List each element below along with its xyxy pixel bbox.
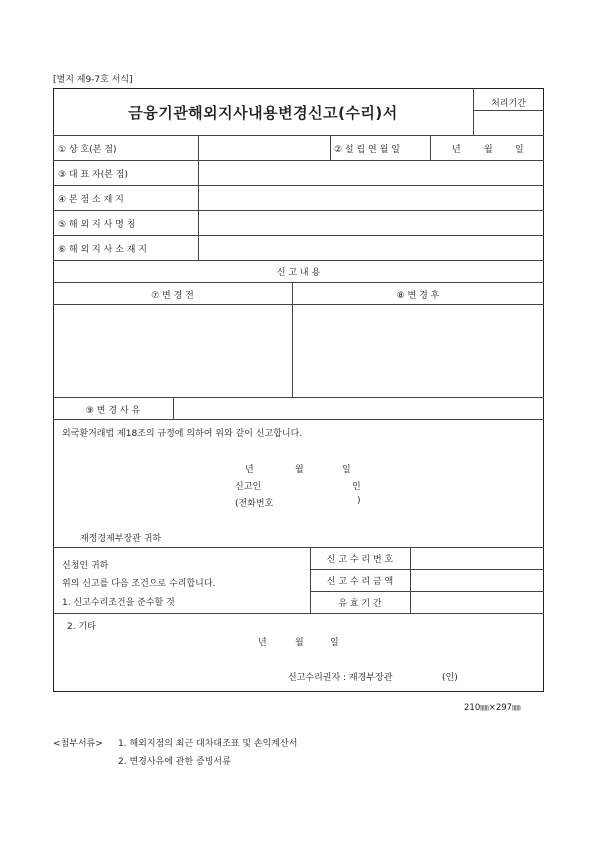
change-reason-field[interactable] <box>174 398 543 418</box>
condition-2: 2. 기타 <box>67 622 96 632</box>
representative-field[interactable] <box>199 161 543 184</box>
acceptance-month: 월 <box>295 638 304 648</box>
est-divider <box>430 135 431 160</box>
validity-field[interactable] <box>411 592 543 612</box>
form-title: 금융기관해외지사내용변경신고(수리)서 <box>128 104 398 122</box>
validity-label: 유 효 기 간 <box>338 599 382 609</box>
accept-text: 위의 신고를 다음 조건으로 수리합니다. <box>62 579 216 589</box>
before-field[interactable] <box>54 305 291 396</box>
phone-open: (전화번호 <box>235 499 274 509</box>
addressee: 재정경제부장관 귀하 <box>80 534 162 544</box>
declaration-day: 일 <box>342 465 351 475</box>
branch-name-label: ⑤ 해 외 지 사 명 칭 <box>58 220 136 230</box>
before-label: ⑦ 변 경 전 <box>151 291 194 301</box>
branch-location-label: ⑥ 해 외 지 사 소 재 지 <box>58 245 147 255</box>
acceptance-amount-label: 신 고 수 리 금 액 <box>326 577 394 587</box>
branch-name-field[interactable] <box>199 211 543 234</box>
est-date-label: ② 설 립 연 월 일 <box>334 145 400 155</box>
change-reason-label: ⑨ 변 경 사 유 <box>85 406 141 416</box>
form-id: [별지 제9-7호 서식] <box>53 75 133 85</box>
acceptance-day: 일 <box>330 638 339 648</box>
trade-name-field[interactable] <box>199 136 329 159</box>
phone-field[interactable] <box>285 493 355 507</box>
row-line <box>53 260 544 261</box>
est-date-year: 년 <box>452 145 461 155</box>
branch-location-field[interactable] <box>199 236 543 259</box>
est-date-month: 월 <box>484 145 493 155</box>
condition-1: 1. 신고수리조건을 준수할 것 <box>62 598 175 608</box>
authority-seal: (인) <box>442 673 458 683</box>
row-line <box>53 419 544 420</box>
acceptance-amount-field[interactable] <box>411 570 543 590</box>
row-line <box>53 282 544 283</box>
reporter-label: 신고인 <box>235 482 262 492</box>
paper-size: 210㎜×297㎜ <box>464 703 521 713</box>
phone-close: ) <box>357 496 361 506</box>
est-date-day: 일 <box>515 145 524 155</box>
after-label: ⑧ 변 경 후 <box>396 291 440 301</box>
acceptance-authority: 신고수리권자 : 재경부장관 <box>288 673 393 683</box>
reporter-field[interactable] <box>270 476 350 490</box>
representative-label: ③ 대 표 자(본 점) <box>58 170 129 180</box>
row-line <box>53 613 544 614</box>
processing-period-field[interactable] <box>474 111 543 134</box>
after-field[interactable] <box>293 305 543 396</box>
acceptance-number-label: 신 고 수 리 번 호 <box>326 555 394 565</box>
acceptance-number-field[interactable] <box>411 548 543 568</box>
report-content-header: 신 고 내 용 <box>276 268 321 278</box>
hq-location-field[interactable] <box>199 186 543 209</box>
to-applicant: 신청인 귀하 <box>62 561 109 571</box>
attachment-item-2: 2. 변경사유에 관한 증빙서류 <box>118 757 231 767</box>
hq-location-label: ④ 본 점 소 재 지 <box>58 195 124 205</box>
declaration-month: 월 <box>295 465 304 475</box>
declaration-year: 년 <box>245 465 254 475</box>
est-divider <box>330 135 331 160</box>
attachments-label: <첨부서류> <box>53 739 103 749</box>
trade-name-label: ① 상 호(본 점) <box>58 145 117 155</box>
attachment-item-1: 1. 해외지점의 최근 대차대조표 및 손익계산서 <box>118 739 298 749</box>
processing-period-label: 처리기간 <box>491 99 526 109</box>
reporter-seal: 인 <box>352 482 361 492</box>
declaration-statement: 외국환거래법 제18조의 규정에 의하여 위와 같이 신고합니다. <box>62 429 303 439</box>
acceptance-year: 년 <box>258 638 267 648</box>
